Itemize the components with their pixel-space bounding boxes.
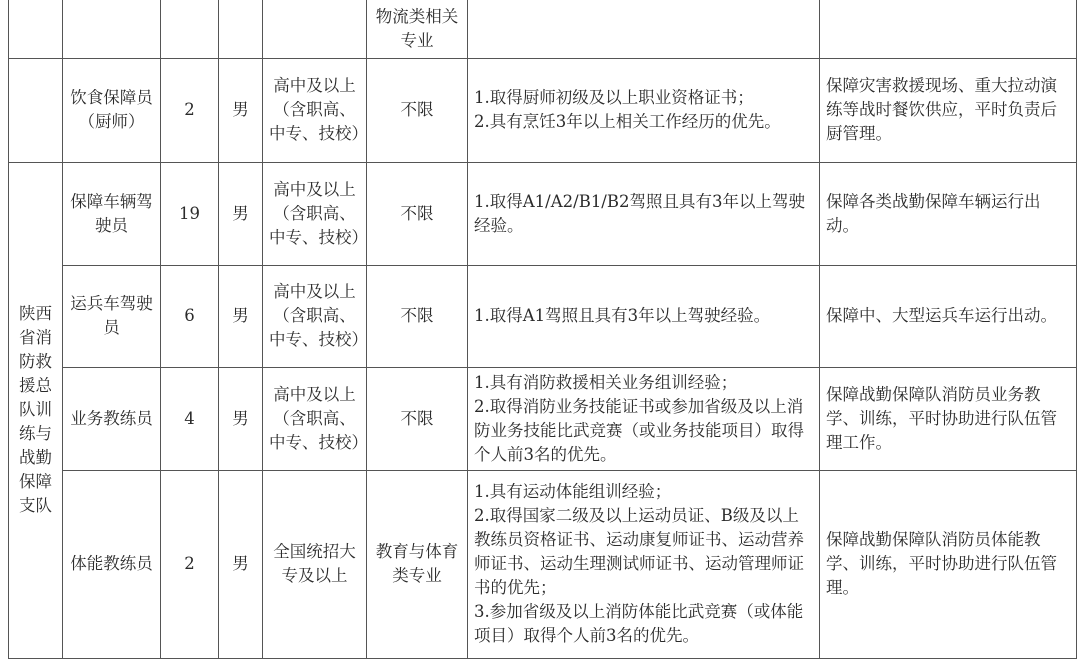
major-cell: 教育与体育类专业 [367, 470, 468, 658]
unit-cell-blank [9, 58, 63, 162]
requirements-cell [468, 265, 820, 367]
requirements-cell [468, 162, 820, 265]
requirement-line: 1.具有消防救援相关业务组训经验； [474, 372, 738, 392]
requirement-line: 2.具有烹饪3年以上相关工作经历的优先。 [474, 112, 781, 131]
position-cell: 保障车辆驾驶员 [63, 162, 161, 265]
requirements-cell [468, 58, 820, 162]
position-cell: 业务教练员 [63, 367, 161, 470]
unit-cell-top [9, 0, 63, 58]
duties-cell: 保障战勤保障队消防员业务教学、训练，平时协助进行队伍管理工作。 [820, 367, 1077, 470]
requirements-cell [468, 470, 820, 658]
education-cell: 高中及以上（含职高、中专、技校） [263, 162, 367, 265]
table-row [9, 0, 1077, 58]
table-row [9, 367, 1077, 470]
education-cell: 全国统招大专及以上 [263, 470, 367, 658]
duties-cell: 保障战勤保障队消防员体能教学、训练，平时协助进行队伍管理。 [820, 470, 1077, 658]
duties-cell: 保障灾害救援现场、重大拉动演练等战时餐饮供应，平时负责后厨管理。 [820, 58, 1077, 162]
gender-cell: 男 [219, 58, 263, 162]
position-cell: 饮食保障员（厨师） [63, 58, 161, 162]
gender-cell: 男 [219, 367, 263, 470]
duties-cell: 保障中、大型运兵车运行出动。 [820, 265, 1077, 367]
major-cell: 不限 [367, 162, 468, 265]
table-row [9, 162, 1077, 265]
requirement-line: 1.取得A1驾照且具有3年以上驾驶经验。 [474, 306, 771, 325]
education-cell: 高中及以上（含职高、中专、技校） [263, 58, 367, 162]
recruitment-table [8, 0, 1077, 659]
count-cell: 2 [161, 470, 219, 658]
major-cell: 不限 [367, 58, 468, 162]
requirement-line: 3.参加省级及以上消防体能比武竞赛（或体能项目）取得个人前3名的优先。 [474, 602, 804, 645]
table-row [9, 265, 1077, 367]
table-row [9, 58, 1077, 162]
unit-name-cell: 陕西省消防救援总队训练与战勤保障支队 [9, 162, 63, 658]
count-cell: 4 [161, 367, 219, 470]
education-cell: 高中及以上（含职高、中专、技校） [263, 265, 367, 367]
requirement-line: 1.取得厨师初级及以上职业资格证书； [474, 88, 754, 107]
requirement-line: 2.取得消防业务技能证书或参加省级及以上消防业务技能比武竞赛（或业务技能项目）取得个人前3名的优先。 [474, 396, 804, 464]
gender-cell: 男 [219, 162, 263, 265]
gender-cell: 男 [219, 265, 263, 367]
major-cell: 物流类相关专业 [367, 0, 468, 58]
requirement-line: 1.取得A1/A2/B1/B2驾照且具有3年以上驾驶经验。 [474, 191, 805, 235]
gender-cell: 男 [219, 470, 263, 658]
table-row [9, 470, 1077, 658]
count-cell: 2 [161, 58, 219, 162]
position-cell: 运兵车驾驶员 [63, 265, 161, 367]
requirement-line: 2.取得国家二级及以上运动员证、B级及以上教练员资格证书、运动康复师证书、运动营养师证书、运动生理测试师证书、运动管理师证书的优先； [474, 506, 804, 597]
requirements-cell [468, 367, 820, 470]
duties-cell: 保障各类战勤保障车辆运行出动。 [820, 162, 1077, 265]
education-cell: 高中及以上（含职高、中专、技校） [263, 367, 367, 470]
count-cell: 19 [161, 162, 219, 265]
requirement-line: 1.具有运动体能组训经验； [474, 482, 672, 501]
major-cell: 不限 [367, 367, 468, 470]
count-cell: 6 [161, 265, 219, 367]
position-cell: 体能教练员 [63, 470, 161, 658]
major-cell: 不限 [367, 265, 468, 367]
